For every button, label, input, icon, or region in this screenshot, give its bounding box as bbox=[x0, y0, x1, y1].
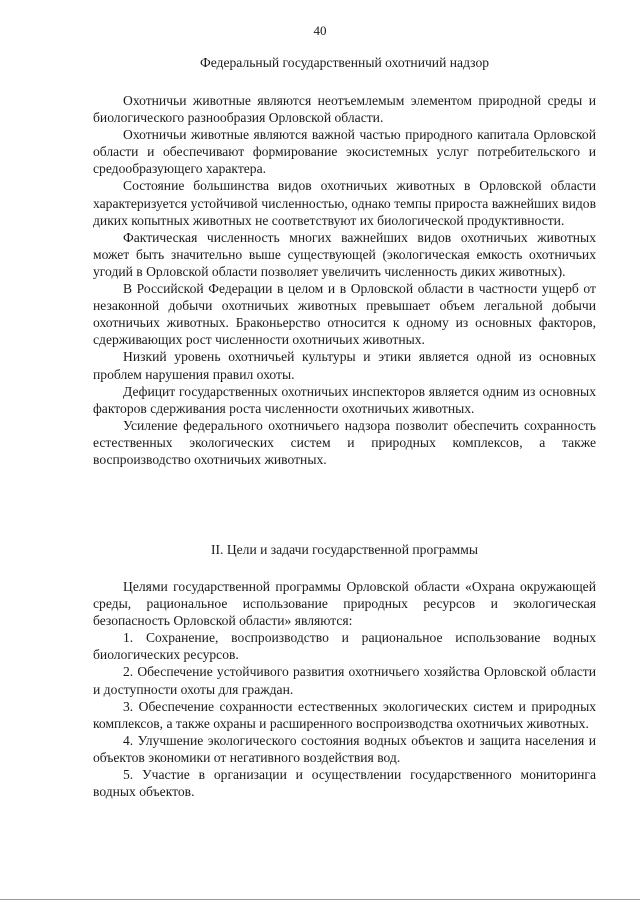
paragraph: Фактическая численность многих важнейших видов охотничьих животных может быть значительно выше существующей (экологическая емкость охотничьих угодий в Орловской области позволяет увеличить численность диких животных). bbox=[93, 229, 596, 279]
paragraph: Охотничьи животные являются неотъемлемым элементом природной среды и биологического разнообразия Орловской области. bbox=[93, 93, 596, 126]
section-2 bbox=[93, 541, 596, 558]
page-number: 40 bbox=[313, 23, 327, 38]
paragraph: В Российской Федерации в целом и в Орловской области в частности ущерб от незаконной добычи охотничьих животных превышает объем легальной добычи охотничьих животных. Браконьерство относится к одному из основных факторов, сдерживающих рост численности охотничьих животных. bbox=[93, 281, 596, 348]
paragraph: Целями государственной программы Орловской области «Охрана окружающей среды, рациональное использование природных ресурсов и экологическая безопасность Орловской области» являются: bbox=[93, 579, 596, 629]
section-1-body bbox=[93, 92, 596, 468]
section-2-body bbox=[93, 578, 596, 800]
paragraph: Охотничьи животные являются важной частью природного капитала Орловской области и обеспечивают формирование экосистемных услуг потребительского и средообразующего характера. bbox=[93, 127, 596, 177]
list-item: 5. Участие в организации и осуществлении государственного мониторинга водных объектов. bbox=[93, 767, 596, 800]
paragraph: Дефицит государственных охотничьих инспекторов является одним из основных факторов сдерживания роста численности охотничьих животных. bbox=[93, 383, 596, 416]
list-item: 4. Улучшение экологического состояния водных объектов и защита населения и объектов экономики от негативного воздействия вод. bbox=[93, 732, 596, 765]
paragraph: Усиление федерального охотничьего надзора позволит обеспечить сохранность естественных экологических систем и природных комплексов, а также воспроизводство охотничьих животных. bbox=[93, 417, 596, 467]
list-item: 2. Обеспечение устойчивого развития охотничьего хозяйства Орловской области и доступности охоты для граждан. bbox=[93, 664, 596, 697]
page-bottom-edge bbox=[0, 899, 640, 900]
section-1-heading: Федеральный государственный охотничий надзор bbox=[199, 55, 490, 70]
section-2-heading: II. Цели и задачи государственной программы bbox=[210, 542, 479, 557]
list-item: 3. Обеспечение сохранности естественных экологических систем и природных комплексов, а также охраны и расширенного воспроизводства охотничьих животных. bbox=[93, 698, 596, 731]
list-item: 1. Сохранение, воспроизводство и рациональное использование водных биологических ресурсов. bbox=[93, 630, 596, 663]
section-1 bbox=[93, 54, 596, 71]
paragraph: Низкий уровень охотничьей культуры и этики является одной из основных проблем нарушения правил охоты. bbox=[93, 349, 596, 382]
paragraph: Состояние большинства видов охотничьих животных в Орловской области характеризуется устойчивой численностью, однако темпы прироста важнейших видов диких копытных животных не соответствуют их биологической продуктивности. bbox=[93, 178, 596, 228]
